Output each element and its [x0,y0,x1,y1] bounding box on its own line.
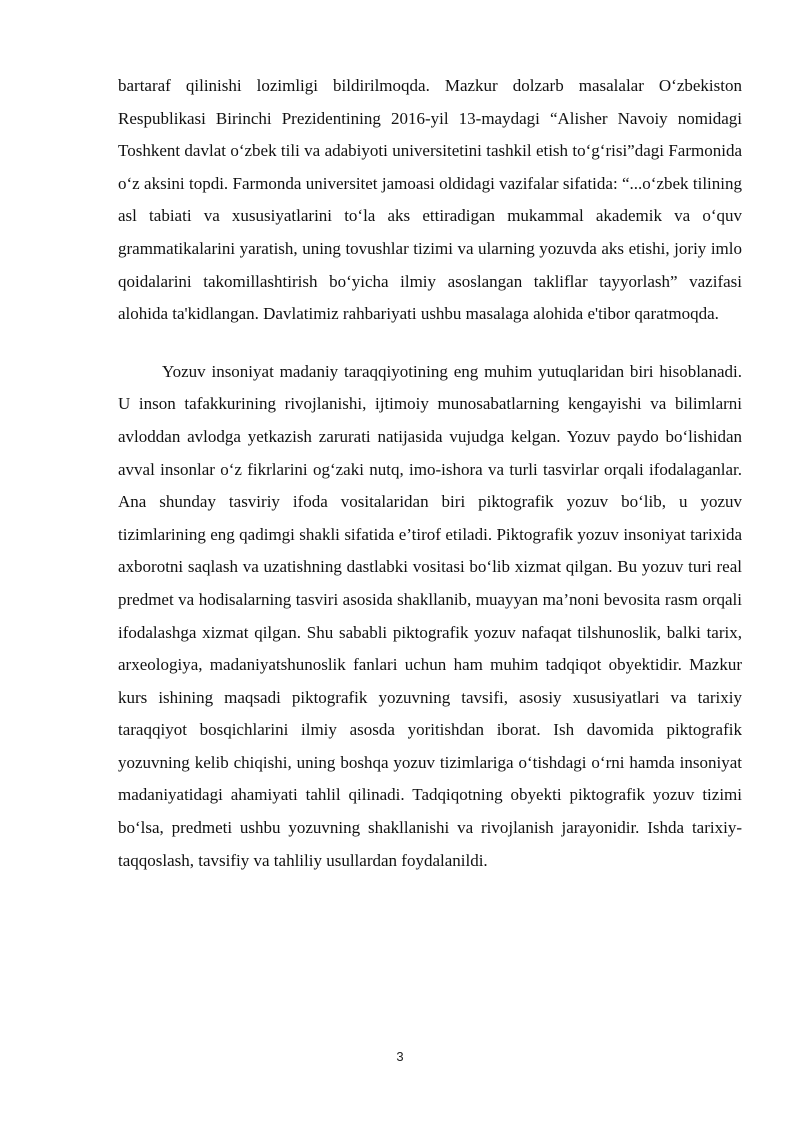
paragraph-continuation: bartaraf qilinishi lozimligi bildirilmoqda. Mazkur dolzarb masalalar O‘zbekiston Respublikasi Birinchi Prezidentining 2016-yil 13-maydagi “Alisher Navoiy nomidagi Toshkent davlat o‘zbek tili va adabiyoti universitetini tashkil etish to‘g‘risi”dagi Farmonida o‘z aksini topdi. Farmonda universitet jamoasi oldidagi vazifalar sifatida: “...o‘zbek tilining asl tabiati va xususiyatlarini to‘la aks ettiradigan mukammal akademik va o‘quv grammatikalarini yaratish, uning tovushlar tizimi va ularning yozuvda aks etishi, joriy imlo qoidalarini takomillashtirish bo‘yicha ilmiy asoslangan takliflar tayyorlash” vazifasi alohida ta'kidlangan. Davlatimiz rahbariyati ushbu masalaga alohida e'tibor qaratmoqda. [118,76,742,324]
page-body [118,70,742,877]
page-number: 3 [396,1049,404,1064]
paragraph-main: Yozuv insoniyat madaniy taraqqiyotining eng muhim yutuqlaridan biri hisoblanadi. U inson tafakkurining rivojlanishi, ijtimoiy munosabatlarning kengayishi va bilimlarni avloddan avlodga yetkazish zarurati natijasida vujudga kelgan. Yozuv paydo bo‘lishidan avval insonlar o‘z fikrlarini og‘zaki nutq, imo-ishora va turli tasvirlar orqali ifodalaganlar. Ana shunday tasviriy ifoda vositalaridan biri piktografik yozuv bo‘lib, u yozuv tizimlarining eng qadimgi shakli sifatida e’tirof etiladi. Piktografik yozuv insoniyat tarixida axborotni saqlash va uzatishning dastlabki vositasi bo‘lib xizmat qilgan. Bu yozuv turi real predmet va hodisalarning tasviri asosida shakllanib, muayyan ma’noni bevosita rasm orqali ifodalashga xizmat qilgan. Shu sababli piktografik yozuv nafaqat tilshunoslik, balki tarix, arxeologiya, madaniyatshunoslik fanlari uchun ham muhim tadqiqot obyektidir. Mazkur kurs ishining maqsadi piktografik yozuvning tavsifi, asosiy xususiyatlari va tarixiy taraqqiyot bosqichlarini ilmiy asosda yoritishdan iborat. Ish davomida piktografik yozuvning kelib chiqishi, uning boshqa yozuv tizimlariga o‘tishdagi o‘rni hamda insoniyat madaniyatidagi ahamiyati tahlil qilinadi. Tadqiqotning obyekti piktografik yozuv tizimi bo‘lsa, predmeti ushbu yozuvning shakllanishi va rivojlanish jarayonidir. Ishda tarixiy-taqqoslash, tavsifiy va tahliliy usullardan foydalanildi. [118,361,742,870]
